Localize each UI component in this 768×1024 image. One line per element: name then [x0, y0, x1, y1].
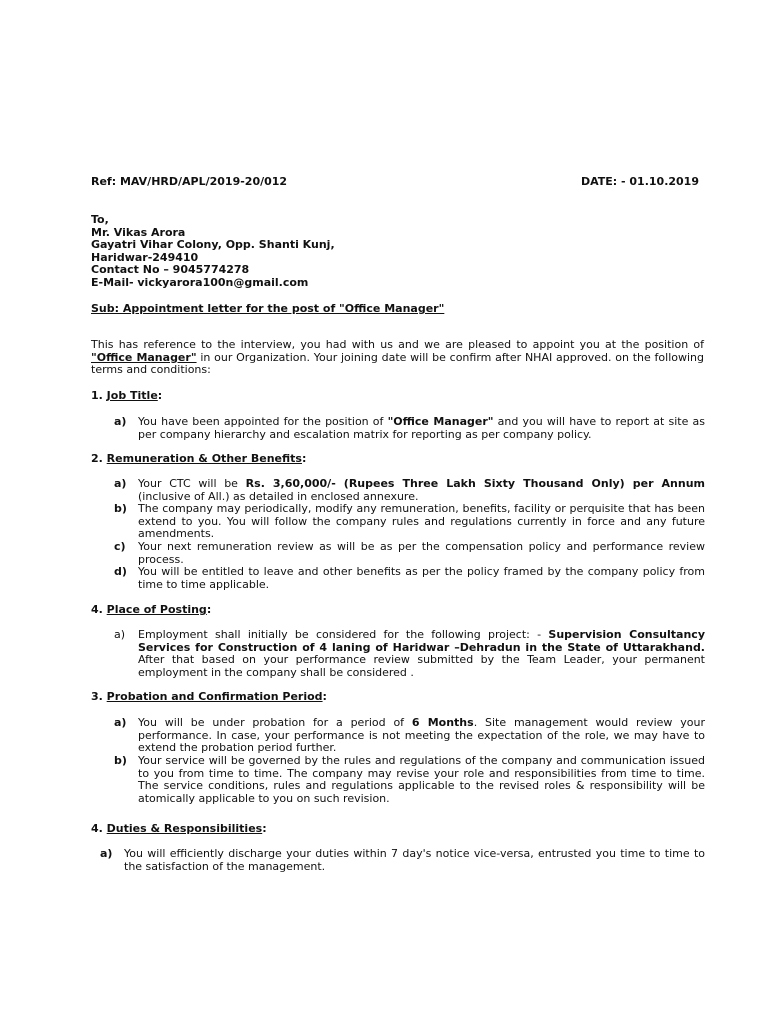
heading-title: Probation and Confirmation Period	[106, 690, 323, 703]
heading-colon: :	[206, 603, 212, 616]
intro-role: "Office Manager"	[91, 350, 197, 364]
address-line: Mr. Vikas Arora	[91, 225, 186, 239]
heading-number: 3.	[91, 690, 107, 703]
reference-number: Ref: MAV/HRD/APL/2019-20/012	[91, 175, 288, 188]
item-text: The company may periodically, modify any remuneration, benefits, facility or perquisite that has been extend to you. You will follow the company rules and regulations currently in force and any future amendments.	[138, 502, 705, 541]
item-text-part: You have been appointed for the position of	[138, 415, 388, 428]
item-label: d)	[114, 565, 127, 578]
item-text: Your next remuneration review as will be as per the compensation policy and performance review process.	[138, 540, 705, 566]
heading-colon: :	[262, 822, 267, 835]
item-label: a)	[114, 628, 126, 641]
address-line: E-Mail- vickyarora100n@gmail.com	[91, 275, 309, 289]
heading-title: Duties & Responsibilities	[106, 822, 263, 835]
heading-number: 4.	[91, 822, 107, 835]
item-text-part: After that based on your performance review submitted by the Team Leader, your permanent employment in the company shall be considered .	[138, 653, 705, 679]
item-text-bold: 6 Months	[411, 716, 474, 729]
item-text	[138, 629, 705, 679]
list-item-remuneration-a	[114, 478, 705, 504]
list-item-remuneration-c	[114, 541, 705, 567]
list-item-job-title-a	[114, 416, 705, 442]
item-text-bold: Rs. 3,60,000/- (Rupees Three Lakh Sixty Thousand Only) per Annum	[245, 477, 706, 490]
list-item-probation-a	[114, 717, 705, 755]
recipient-address	[91, 214, 651, 290]
item-label: c)	[114, 540, 126, 553]
list-item-remuneration-d	[114, 566, 705, 592]
item-text-part: (inclusive of All.) as detailed in enclosed annexure.	[138, 489, 419, 503]
item-label: b)	[114, 502, 127, 515]
letter-date: DATE: - 01.10.2019	[580, 175, 699, 188]
item-text: You will be entitled to leave and other benefits as per the policy framed by the company policy from time to time applicable.	[138, 565, 705, 591]
heading-probation	[91, 691, 327, 704]
item-text-bold: Supervision Consultancy Services for Construction of 4 laning of Haridwar –Dehradun in the State of Uttarakhand.	[138, 628, 705, 654]
item-label: a)	[100, 847, 113, 860]
item-text-bold: "Office Manager"	[387, 415, 494, 428]
item-text	[138, 478, 705, 503]
item-text-part: . Site management would review your performance. In case, your performance is not meeting the expectation of the role, we may have to extend the probation period further.	[138, 716, 705, 755]
list-item-duties-a	[100, 848, 705, 874]
heading-number: 4.	[91, 603, 107, 616]
item-label: a)	[114, 716, 127, 729]
heading-colon: :	[322, 690, 327, 703]
item-text	[138, 717, 705, 755]
heading-number: 2.	[91, 452, 107, 465]
heading-duties	[91, 823, 267, 836]
list-item-posting-a	[114, 629, 705, 681]
heading-colon: :	[301, 452, 307, 465]
address-line: Haridwar-249410	[91, 250, 199, 264]
heading-title: Remuneration & Other Benefits	[106, 452, 302, 465]
list-item-remuneration-b	[114, 503, 705, 541]
intro-paragraph	[91, 339, 704, 377]
item-text: Your service will be governed by the rules and regulations of the company and communication issued to you from time to time. The company may revise your role and responsibilities from time to time. The service conditions, rules and regulations applicable to the revised roles & responsibility will be atomically applicable to you on such revision.	[138, 754, 705, 805]
item-text-part: and you will have to report at site as per company hierarchy and escalation matrix for reporting as per company policy.	[138, 415, 705, 441]
item-text-part: Your CTC will be	[138, 477, 246, 490]
item-text: You will efficiently discharge your duties within 7 day's notice vice-versa, entrusted you time to time to the satisfaction of the management.	[124, 847, 705, 873]
list-item-probation-b	[114, 755, 705, 807]
address-line: Gayatri Vihar Colony, Opp. Shanti Kunj,	[91, 238, 335, 252]
intro-text: This has reference to the interview, you had with us and we are pleased to appoint you at the position of	[91, 338, 704, 351]
item-text-part: You will be under probation for a period of	[138, 716, 412, 729]
item-text-part: Employment shall initially be considered for the following project: -	[138, 628, 549, 641]
subject-line: Sub: Appointment letter for the post of "Office Manager"	[91, 302, 445, 315]
heading-remuneration	[91, 453, 306, 466]
heading-number: 1.	[91, 389, 107, 402]
item-label: a)	[114, 477, 127, 490]
item-label: b)	[114, 754, 127, 767]
heading-place-of-posting	[91, 604, 211, 617]
address-line: Contact No – 9045774278	[91, 263, 250, 277]
heading-colon: :	[157, 389, 163, 402]
heading-job-title	[91, 390, 162, 403]
reference-row	[91, 176, 699, 190]
intro-text-continued: in our Organization. Your joining date will be confirm after NHAI approved. on the following terms and conditions:	[91, 350, 704, 377]
heading-title: Place of Posting	[106, 603, 207, 616]
item-label: a)	[114, 415, 127, 428]
item-text	[138, 416, 705, 441]
address-line: To,	[91, 213, 109, 226]
heading-title: Job Title	[106, 389, 158, 402]
